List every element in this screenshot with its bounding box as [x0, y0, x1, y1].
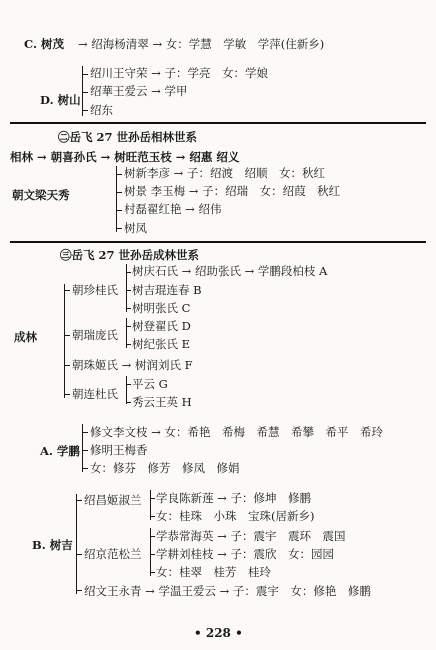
page-number: • 228 •	[194, 626, 243, 640]
c4-line-1: 平云 G	[132, 377, 168, 391]
connector	[76, 500, 82, 501]
sec-3-c4: 朝连杜氏	[72, 387, 118, 401]
connector	[82, 74, 88, 75]
g1-line-2: 女：桂珠 小珠 宝珠(居新乡)	[156, 509, 315, 523]
connector	[82, 450, 88, 451]
connector	[82, 468, 88, 469]
sec-d-label: D. 树山	[40, 93, 81, 107]
connector	[150, 554, 155, 555]
connector	[76, 590, 82, 591]
connector	[82, 92, 88, 93]
sec-3-title: ㊂岳飞 27 世孙岳成林世系	[60, 248, 200, 262]
connector	[126, 290, 131, 291]
sec-b-g2: 绍京范松兰	[84, 547, 142, 561]
c2-line-2: 树纪张氏 E	[132, 337, 191, 351]
connector	[126, 384, 131, 385]
sec-2-line-1: 树新李彦 → 子：绍渡 绍顺 女：秋红	[124, 166, 325, 180]
sec-3-c3: 朝珠姬氏 → 树润刘氏 F	[72, 358, 193, 372]
sec-a-line-2: 修明王梅香	[90, 443, 148, 457]
sec-b-bracket	[76, 494, 77, 594]
connector	[126, 402, 131, 403]
sec-3-root: 成林	[14, 330, 37, 344]
connector	[64, 365, 70, 366]
sec-b-g1: 绍昌姬淑兰	[84, 493, 142, 507]
connector	[150, 536, 155, 537]
sec-d-line-1: 绍川王守荣 → 子：学亮 女：学娘	[90, 66, 268, 80]
connector	[126, 344, 131, 345]
sec-d-line-2: 绍華王爱云 → 学甲	[90, 84, 188, 98]
connector	[126, 272, 131, 273]
c1-line-1: 树庆石氏 → 绍助张氏 → 学鹏段柏枝 A	[132, 264, 328, 278]
c1-line-3: 树明张氏 C	[132, 301, 191, 315]
sec-2-line-4: 树凤	[124, 221, 147, 235]
connector	[150, 572, 155, 573]
connector	[64, 394, 70, 395]
sec-a-line-3: 女：修芬 修芳 修凤 修娟	[90, 461, 240, 475]
g1-line-1: 学良陈新莲 → 子：修坤 修鹏	[156, 491, 311, 505]
sec-a-line-1: 修文李文枝 → 女：希艳 希梅 希慧 希攀 希平 希玲	[90, 425, 383, 439]
connector	[82, 432, 88, 433]
sec-d-line-3: 绍东	[90, 103, 113, 117]
sec-2-root: 朝文梁天秀	[12, 188, 70, 202]
sec-a-label: A. 学鹏	[40, 444, 80, 458]
connector	[64, 290, 70, 291]
c4-line-2: 秀云王英 H	[132, 395, 192, 409]
sec-b-label: B. 树吉	[32, 538, 73, 552]
g2-line-3: 女：桂翠 桂芳 桂玲	[156, 565, 271, 579]
sec-c-label: C. 树茂	[24, 37, 64, 51]
sec-2-line-3: 村磊翟红艳 → 绍伟	[124, 202, 222, 216]
section-divider	[10, 241, 426, 243]
connector	[150, 498, 155, 499]
connector	[82, 110, 88, 111]
c2-line-1: 树登翟氏 D	[132, 319, 191, 333]
g2-line-1: 学恭常海英 → 子：震宇 震环 震国	[156, 529, 346, 543]
c1-line-2: 树吉琨连春 B	[132, 283, 202, 297]
g2-line-2: 学耕刘桂枝 → 子：震欣 女：园园	[156, 547, 334, 561]
sec-2-line1: 相林 → 朝喜孙氏 → 树旺范玉枝 → 绍惠 绍义	[10, 150, 240, 164]
connector	[76, 554, 82, 555]
connector	[116, 174, 122, 175]
section-divider	[10, 122, 426, 124]
sec-3-bracket	[64, 284, 65, 398]
connector	[126, 308, 131, 309]
connector	[116, 210, 122, 211]
sec-3-c1: 朝珍桂氏	[72, 283, 118, 297]
connector	[64, 335, 70, 336]
connector	[126, 326, 131, 327]
connector	[116, 228, 122, 229]
sec-c-line: → 绍海杨清翠 → 女：学慧 学敏 学萍(住新乡)	[78, 37, 325, 51]
sec-2-line-2: 树景 李玉梅 → 子：绍瑞 女：绍葭 秋红	[124, 184, 341, 198]
sec-2-title: ㊁岳飞 27 世孙岳相林世系	[58, 130, 198, 144]
sec-b-g3: 绍文王永青 → 学温王爱云 → 子：震宇 女：修艳 修鹏	[84, 584, 371, 598]
sec-2-bracket	[116, 166, 117, 232]
connector	[150, 516, 155, 517]
c4-bracket	[126, 376, 127, 404]
sec-3-c2: 朝瑞庞氏	[72, 328, 118, 342]
connector	[116, 192, 122, 193]
